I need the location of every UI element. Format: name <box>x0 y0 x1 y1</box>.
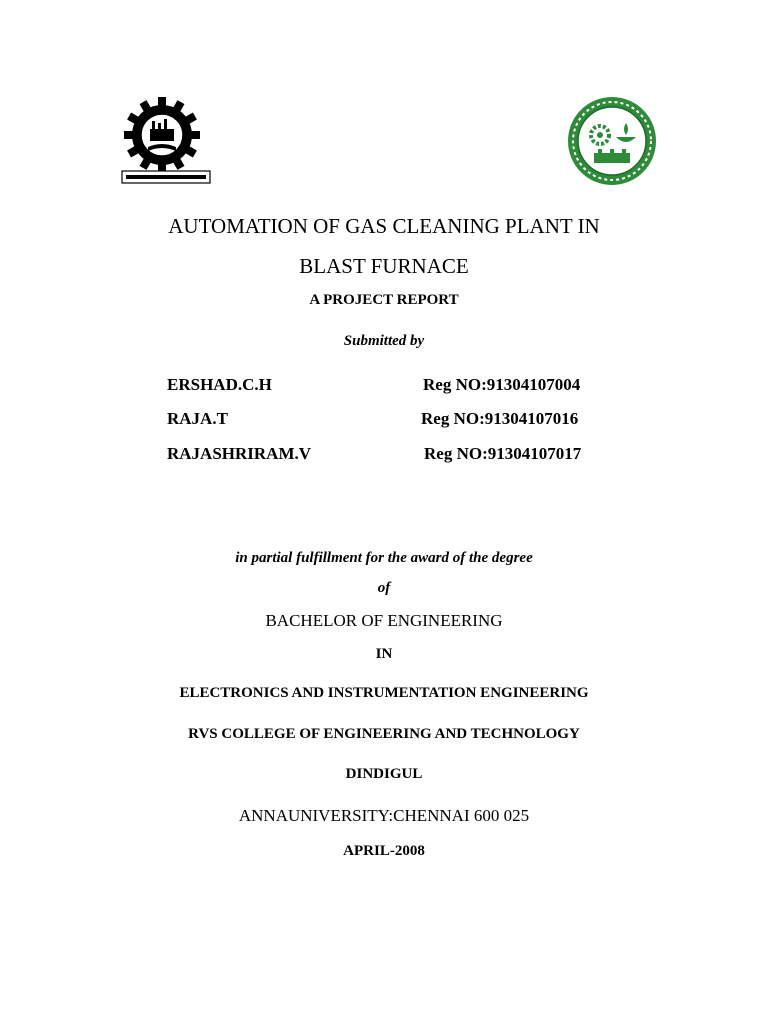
student-name: RAJASHRIRAM.V <box>167 444 312 463</box>
submitted-by-label: Submitted by <box>343 333 425 349</box>
student-reg: Reg NO:91304107016 <box>421 409 579 428</box>
student-reg: Reg NO:91304107017 <box>424 444 582 463</box>
degree-name: BACHELOR OF ENGINEERING <box>265 611 503 630</box>
title-line-2: BLAST FURNACE <box>299 254 469 278</box>
university-name: ANNAUNIVERSITY:CHENNAI 600 025 <box>238 806 530 825</box>
of-text: of <box>377 580 391 596</box>
college-name: RVS COLLEGE OF ENGINEERING AND TECHNOLOGY <box>188 726 580 742</box>
anna-university-logo <box>118 93 214 185</box>
student-name: ERSHAD.C.H <box>167 375 272 394</box>
in-text: IN <box>375 646 393 662</box>
city-name: DINDIGUL <box>345 766 423 782</box>
fulfillment-text: in partial fulfillment for the award of the degree <box>235 550 533 566</box>
report-type: A PROJECT REPORT <box>309 292 459 308</box>
title-line-1: AUTOMATION OF GAS CLEANING PLANT IN <box>168 214 600 238</box>
rvs-college-logo <box>566 93 658 189</box>
student-name: RAJA.T <box>167 409 228 428</box>
student-reg: Reg NO:91304107004 <box>423 375 581 394</box>
department-name: ELECTRONICS AND INSTRUMENTATION ENGINEERING <box>179 685 589 701</box>
report-date: APRIL-2008 <box>343 843 425 859</box>
